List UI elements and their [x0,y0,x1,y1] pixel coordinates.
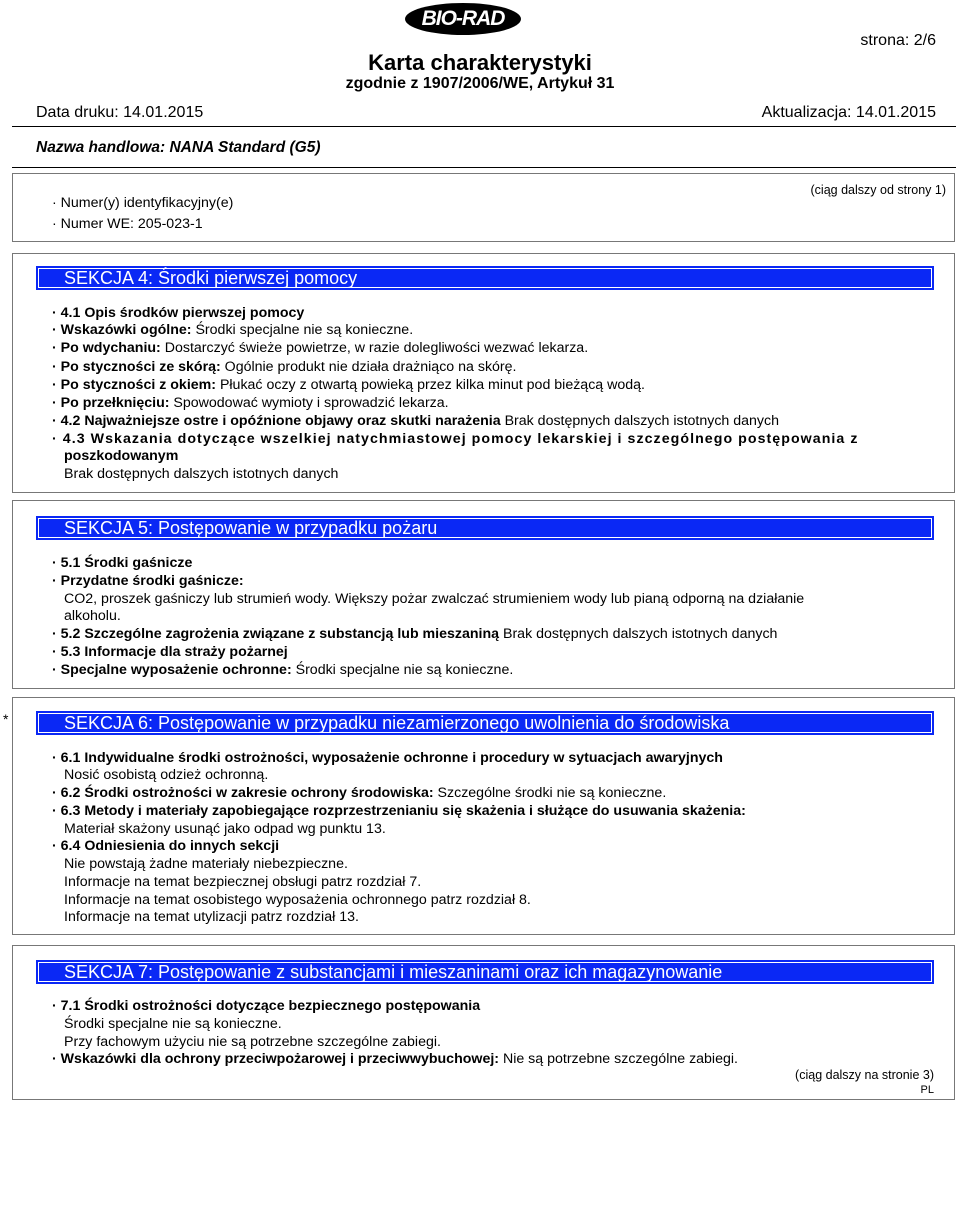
section-6-3-text: Materiał skażony usunąć jako odpad wg punktu 13. [64,821,386,837]
after-skin-contact: · Po styczności ze skórą: Ogólnie produkt nie działa drażniąco na skórę. [52,359,517,375]
section-6-header: SEKCJA 6: Postępowanie w przypadku niezamierzonego uwolnienia do środowiska [36,711,934,735]
bio-rad-logo: BIO-RAD [405,3,521,35]
section-6-2: · 6.2 Środki ostrożności w zakresie ochrony środowiska: Szczególne środki nie są konieczne. [52,785,667,801]
section-4-3-text: Brak dostępnych dalszych istotnych danych [64,466,339,482]
header-divider [12,126,956,127]
after-swallowing: · Po przełknięciu: Spowodować wymioty i sprowadzić lekarza. [52,395,449,411]
language-code: PL [920,1084,934,1096]
section-4-1-heading: · 4.1 Opis środków pierwszej pomocy [52,305,305,321]
section-6-1-heading: · 6.1 Indywidualne środki ostrożności, wyposażenie ochronne i procedury w sytuacjach awaryjnych [52,750,723,766]
section-5-2: · 5.2 Szczególne zagrożenia związane z substancją lub mieszaniną Brak dostępnych dalszych istotnych danych [52,626,778,642]
section-6-4-line-4: Informacje na temat utylizacji patrz rozdział 13. [64,909,359,925]
extinguishing-media-text: CO2, proszek gaśniczy lub strumień wody. Większy pożar zwalczać strumieniem wody lub pianą odporną na działanie [64,591,805,607]
section-7-1-line-1: Środki specjalne nie są konieczne. [64,1016,282,1032]
suitable-extinguishing-media: · Przydatne środki gaśnicze: [52,573,244,589]
special-protective-equipment: · Specjalne wyposażenie ochronne: Środki specjalne nie są konieczne. [52,662,514,678]
after-eye-contact: · Po styczności z okiem: Płukać oczy z otwartą powieką przez kilka minut pod bieżącą wodą. [52,377,645,393]
revision-marker: * [3,711,9,727]
section-4-3-heading-cont: poszkodowanym [64,448,179,464]
section-7-header: SEKCJA 7: Postępowanie z substancjami i mieszaninami oraz ich magazynowanie [36,960,934,984]
section-7-1-heading: · 7.1 Środki ostrożności dotyczące bezpiecznego postępowania [52,998,481,1014]
section-4-header: SEKCJA 4: Środki pierwszej pomocy [36,266,934,290]
ec-number: · Numer WE: 205-023-1 [52,216,203,232]
continued-from-note: (ciąg dalszy od strony 1) [810,183,946,197]
section-6-3-heading: · 6.3 Metody i materiały zapobiegające rozprzestrzenianiu się skażenia i służące do usuwania skażenia: [52,803,746,819]
fire-explosion-protection: · Wskazówki dla ochrony przeciwpożarowej i przeciwwybuchowej: Nie są potrzebne szczególne zabiegi. [52,1051,738,1067]
section-6-4-heading: · 6.4 Odniesienia do innych sekcji [52,838,280,854]
section-4-3-heading: · 4.3 Wskazania dotyczące wszelkiej natychmiastowej pomocy lekarskiej i szczególnego postępowania z [52,431,859,447]
section-5-header: SEKCJA 5: Postępowanie w przypadku pożaru [36,516,934,540]
trade-name-divider [12,167,956,168]
section-7-1-line-2: Przy fachowym użyciu nie są potrzebne szczególne zabiegi. [64,1034,441,1050]
trade-name: Nazwa handlowa: NANA Standard (G5) [36,139,321,156]
update-date: Aktualizacja: 14.01.2015 [761,104,936,121]
continued-to-note: (ciąg dalszy na stronie 3) [795,1068,934,1082]
extinguishing-media-text-cont: alkoholu. [64,608,121,624]
document-title: Karta charakterystyki [368,50,592,75]
page-number: strona: 2/6 [860,32,936,49]
section-6-1-text: Nosić osobistą odzież ochronną. [64,767,269,783]
document-subtitle: zgodnie z 1907/2006/WE, Artykuł 31 [345,75,615,92]
section-6-4-line-2: Informacje na temat bezpiecznej obsługi patrz rozdział 7. [64,874,422,890]
identification-numbers-label: · Numer(y) identyfikacyjny(e) [52,195,234,211]
section-6-4-line-3: Informacje na temat osobistego wyposażenia ochronnego patrz rozdział 8. [64,892,531,908]
section-5-3-heading: · 5.3 Informacje dla straży pożarnej [52,644,288,660]
print-date: Data druku: 14.01.2015 [36,104,204,121]
section-5-1-heading: · 5.1 Środki gaśnicze [52,555,193,571]
section-4-2: · 4.2 Najważniejsze ostre i opóźnione objawy oraz skutki narażenia Brak dostępnych dalszych istotnych danych [52,413,780,429]
identification-box [12,173,955,242]
section-6-4-line-1: Nie powstają żadne materiały niebezpieczne. [64,856,348,872]
general-advice: · Wskazówki ogólne: Środki specjalne nie są konieczne. [52,322,414,338]
after-inhalation: · Po wdychaniu: Dostarczyć świeże powietrze, w razie dolegliwości wezwać lekarza. [52,340,589,356]
